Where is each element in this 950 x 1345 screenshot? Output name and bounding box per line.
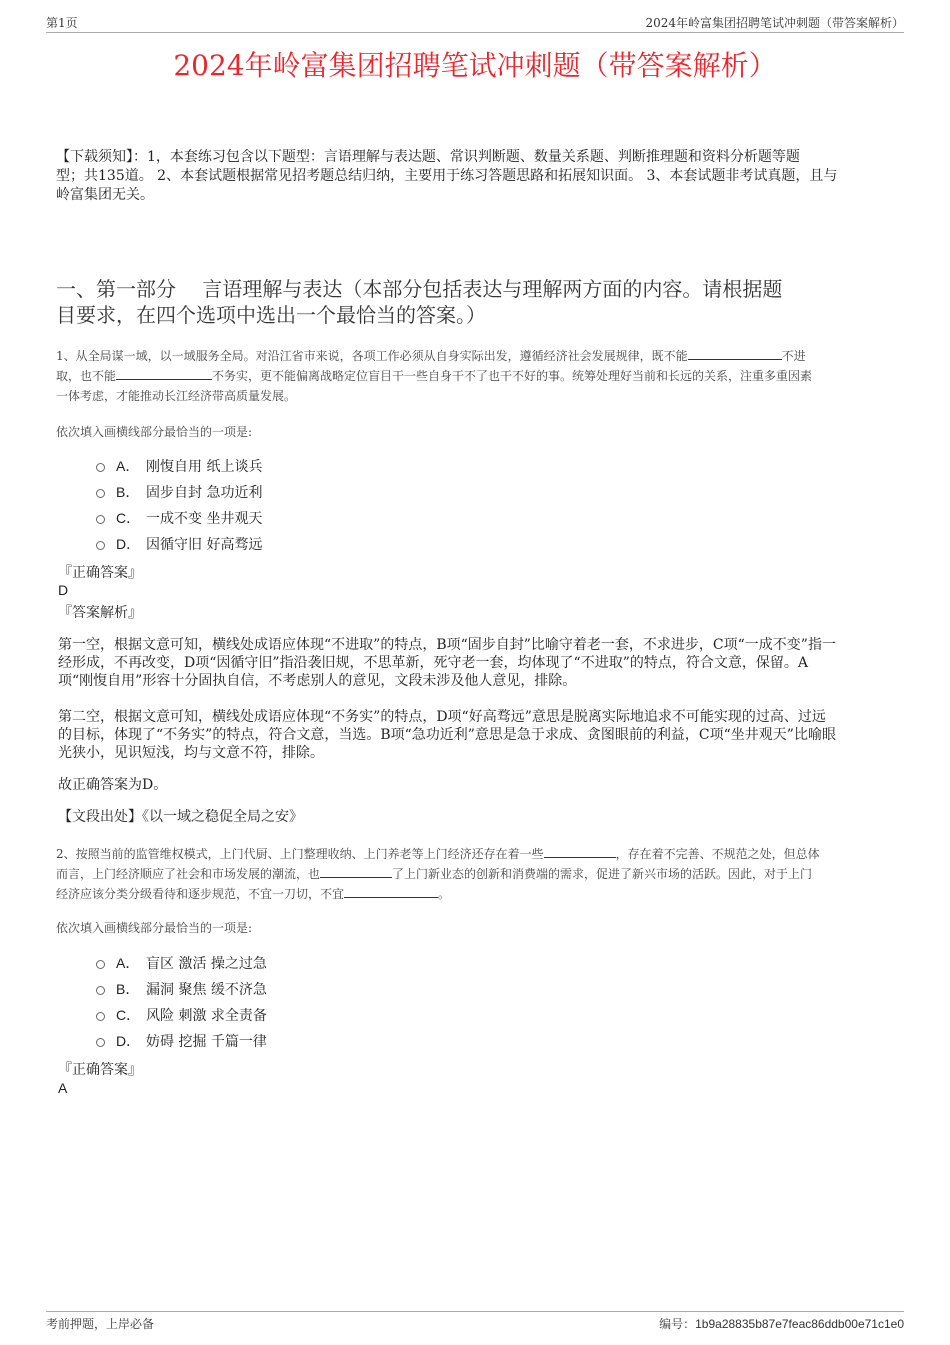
q1-option-b[interactable]: B． 固步自封 急功近利 <box>96 482 262 502</box>
radio-icon[interactable] <box>96 489 105 498</box>
fill-blank <box>544 846 616 858</box>
question-2-prompt: 依次填入画横线部分最恰当的一项是: <box>56 921 253 935</box>
fill-blank <box>320 866 392 878</box>
fill-blank <box>116 368 212 380</box>
answer-label: 『正确答案』 <box>58 565 142 581</box>
radio-icon[interactable] <box>96 1038 105 1047</box>
answer-value: A <box>58 1080 68 1096</box>
q2-option-c[interactable]: C． 风险 刺激 求全责备 <box>96 1005 267 1025</box>
question-2-stem: 2、按照当前的监管维权模式，上门代厨、上门整理收纳、上门养老等上门经济还存在着一些 ，存在着不完善、不规范之处，但总体 而言，上门经济顺应了社会和市场发展的潮流，也 了上门新业态的创新和消费端的需求，促进了新兴市场的活跃。因此，对于上门 经济应该分类分级看待和逐步规范，不宜一刀切，不宜 。 <box>56 847 820 901</box>
footer-slogan: 考前押题，上岸必备 <box>46 1317 155 1331</box>
question-1-stem: 1、从全局谋一域，以一域服务全局。对沿江省市来说，各项工作必须从自身实际出发，遵循经济社会发展规律，既不能 不进 取，也不能 不务实，更不能偏离战略定位盲目干一些自身干不了也干不好的事。统筹处理好当前和长远的关系，注重多重因素 一体考虑，才能推动长江经济带高质量发展。 <box>56 349 813 403</box>
radio-icon[interactable] <box>96 986 105 995</box>
fill-blank <box>688 348 782 360</box>
fill-blank <box>344 886 438 898</box>
question-1-prompt: 依次填入画横线部分最恰当的一项是: <box>56 425 253 439</box>
notice-line: 岭富集团无关。 <box>56 187 154 203</box>
analysis-label: 『答案解析』 <box>58 605 142 621</box>
q2-option-a[interactable]: A． 盲区 激活 操之过急 <box>96 953 267 973</box>
text-source: 【文段出处】《以一域之稳促全局之安》 <box>58 809 303 825</box>
analysis-paragraph-1: 第一空，根据文意可知，横线处成语应体现“不进取”的特点，B项“固步自封”比喻守着老一套，不求进步，C项“一成不变”指一 经形成，不再改变，D项“因循守旧”指沿袭旧规，不思革新，死守老一套，均体现了“不进取”的特点，符合文意，保留。A 项“刚愎自用”形容十分固执自信，不考虑别人的意见，文段未涉及他人意见，排除。 <box>58 637 836 689</box>
q1-option-c[interactable]: C． 一成不变 坐井观天 <box>96 508 262 528</box>
download-notice <box>56 148 904 205</box>
radio-icon[interactable] <box>96 960 105 969</box>
page-number: 第1页 <box>46 16 78 30</box>
header-divider <box>46 32 904 33</box>
header-doc-title: 2024年岭富集团招聘笔试冲刺题（带答案解析） <box>645 16 904 30</box>
answer-value: D <box>58 582 69 598</box>
q1-option-d[interactable]: D． 因循守旧 好高骛远 <box>96 534 262 554</box>
notice-line: 型；共135道。 2、本套试题根据常见招考题总结归纳，主要用于练习答题思路和拓展知识面。 3、本套试题非考试真题，且与 <box>56 168 838 184</box>
radio-icon[interactable] <box>96 1012 105 1021</box>
q2-option-b[interactable]: B． 漏洞 聚焦 缓不济急 <box>96 979 267 999</box>
radio-icon[interactable] <box>96 463 105 472</box>
answer-label: 『正确答案』 <box>58 1062 142 1078</box>
notice-line: 【下载须知】：1，本套练习包含以下题型：言语理解与表达题、常识判断题、数量关系题、判断推理题和资料分析题等题 <box>56 149 800 165</box>
analysis-paragraph-2: 第二空，根据文意可知，横线处成语应体现“不务实”的特点，D项“好高骛远”意思是脱离实际地追求不可能实现的过高、过远 的目标，体现了“不务实”的特点，符合文意，当选。B项“急功近利”意思是急于求成、贪图眼前的利益，C项“坐井观天”比喻眼 光狭小，见识短浅，均与文意不符，排除。 <box>58 709 836 761</box>
radio-icon[interactable] <box>96 541 105 550</box>
page-title: 2024年岭富集团招聘笔试冲刺题（带答案解析） <box>173 49 777 82</box>
section-heading: 一、第一部分 言语理解与表达（本部分包括表达与理解两方面的内容。请根据题 目要求，在四个选项中选出一个最恰当的答案。） <box>56 277 783 327</box>
footer-divider <box>46 1311 904 1312</box>
q2-option-d[interactable]: D． 妨碍 挖掘 千篇一律 <box>96 1031 267 1051</box>
q1-option-a[interactable]: A． 刚愎自用 纸上谈兵 <box>96 456 262 476</box>
analysis-conclusion: 故正确答案为D。 <box>58 777 168 793</box>
radio-icon[interactable] <box>96 515 105 524</box>
footer-code: 编号：1b9a28835b87e7feac86ddb00e71c1e0 <box>659 1317 904 1331</box>
